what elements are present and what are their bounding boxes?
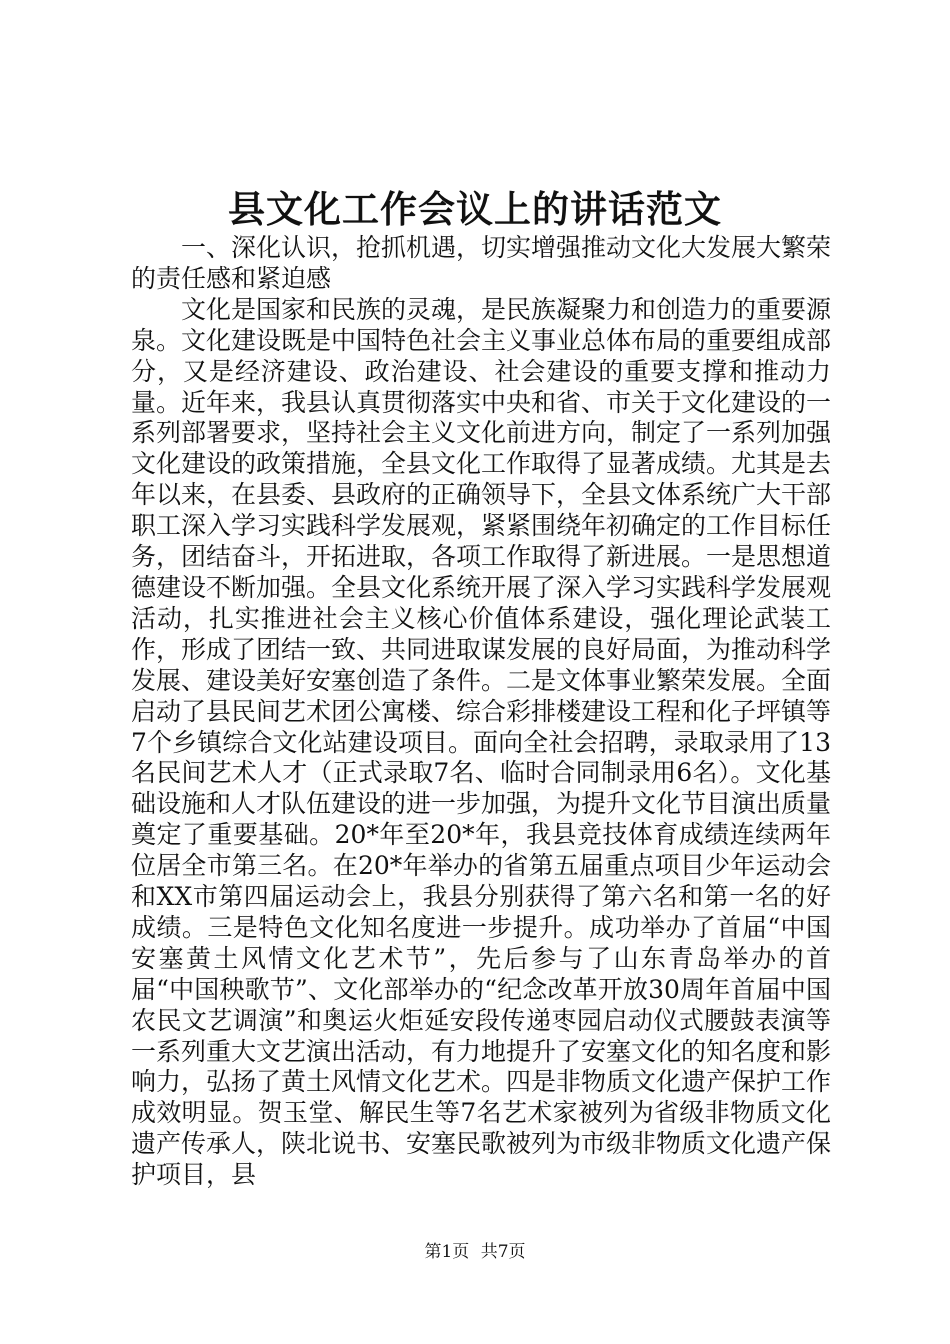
document-title: 县文化工作会议上的讲话范文 <box>228 187 722 231</box>
body-paragraph: 文化是国家和民族的灵魂，是民族凝聚力和创造力的重要源泉。文化建设既是中国特色社会主义事业总体布局的重要组成部分，又是经济建设、政治建设、社会建设的重要支撑和推动力量。近年来，我县认真贯彻落实中央和省、市关于文化建设的一系列部署要求，坚持社会主义文化前进方向，制定了一系列加强文化建设的政策措施，全县文化工作取得了显著成绩。尤其是去年以来，在县委、县政府的正确领导下，全县文体系统广大干部职工深入学习实践科学发展观，紧紧围绕年初确定的工作目标任务，团结奋斗，开拓进取，各项工作取得了新进展。一是思想道德建设不断加强。全县文化系统开展了深入学习实践科学发展观活动，扎实推进社会主义核心价值体系建设，强化理论武装工作，形成了团结一致、共同进取谋发展的良好局面，为推动科学发展、建设美好安塞创造了条件。二是文体事业繁荣发展。全面启动了县民间艺术团公寓楼、综合彩排楼建设工程和化子坪镇等7个乡镇综合文化站建设项目。面向全社会招聘，录取录用了13名民间艺术人才（正式录取7名、临时合同制录用6名）。文化基础设施和人才队伍建设的进一步加强，为提升文化节目演出质量奠定了重要基础。20*年至20*年，我县竞技体育成绩连续两年位居全市第三名。在20*年举办的省第五届重点项目少年运动会和XX市第四届运动会上，我县分别获得了第六名和第一名的好成绩。三是特色文化知名度进一步提升。成功举办了首届“中国安塞黄土风情文化艺术节”，先后参与了山东青岛举办的首届“中国秧歌节”、文化部举办的“纪念改革开放30周年首届中国农民文艺调演”和奥运火炬延安段传递枣园启动仪式腰鼓表演等一系列重大文艺演出活动，有力地提升了安塞文化的知名度和影响力，弘扬了黄土风情文化艺术。四是非物质文化遗产保护工作成效明显。贺玉堂、解民生等7名艺术家被列为省级非物质文化遗产传承人，陕北说书、安塞民歌被列为市级非物质文化遗产保护项目，县 <box>131 294 832 1190</box>
page-number-current: 第1页 <box>424 1242 470 1262</box>
page-number-total: 共7页 <box>480 1242 526 1262</box>
document-body <box>131 233 831 1191</box>
page-footer <box>0 1240 950 1264</box>
section-heading-paragraph: 一、深化认识，抢抓机遇，切实增强推动文化大发展大繁荣的责任感和紧迫感 <box>131 233 832 293</box>
